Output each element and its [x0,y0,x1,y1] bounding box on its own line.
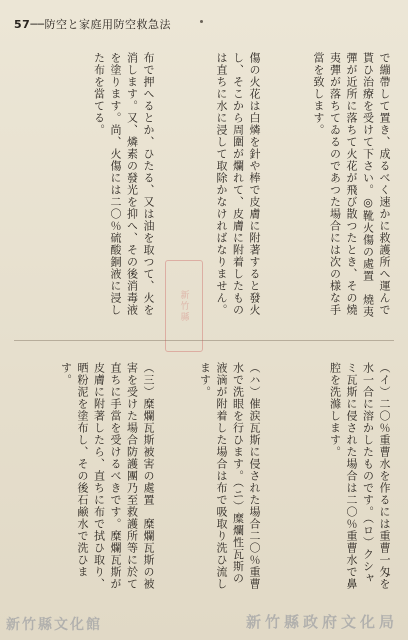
text-block-bottom-left: （三）糜爛瓦斯被害の處置 糜爛瓦斯の被害を受けた場合防護團乃至救護所等に於て直ちに手當を受けるべきです。糜爛瓦斯が皮膚に附著したら、直ちに布で拭ひ取り、晒粉泥を塗布し、その後石鹸水で洗ひます。 [59,362,155,590]
text-block-top-right: で繃帶して置き、成るべく速かに救護所へ運んで貰ひ治療を受けて下さい。◎靴火傷の處置 燒夷彈が近所に落ちて火花が飛び散つたとき、その燒夷彈が落ちてゐるのであつた場合には次の様な手當を致します。 [312,52,391,318]
header-dot [200,20,203,23]
library-seal: 新竹縣 [165,260,203,352]
text-block-top-left: 布で押へるとか、ひたる、又は油を取つて、火を消します。又、燐素の發光を抑へ、その後消毒液を塗ります。尚、火傷には二〇％硫酸銅液に浸した布を當てる。 [92,52,155,316]
section-divider [14,340,394,341]
text-block-top-middle: 傷の火花は白燐を針や棒で皮膚に附著すると發火し、そこから周圍が爛れて、皮膚に附着したものは直ちに水に浸して取除かなければなりません。 [215,52,261,316]
text-block-bottom-right: （イ）二〇％重曹水を作るには重曹一匁を水一合に溶かしたものです。（ロ）クシャミ瓦斯に侵された場合は二〇％重曹水で鼻腔を洗滌します。 [328,362,391,590]
running-title: ──防空と家庭用防空救急法 [30,18,172,31]
text-block-bottom-middle: （ハ）催涙瓦斯に侵された場合二〇％重曹水で洗眼を行ひます。（ニ）糜爛性瓦斯の液滴が附着した場合は布で吸取り洗ひ流します。 [198,362,261,590]
page-header [14,16,394,34]
archive-stamp: 新竹縣文化館 [6,617,102,633]
archive-watermark: 新竹縣政府文化局 [245,613,398,631]
page-number: 57 [14,18,31,31]
